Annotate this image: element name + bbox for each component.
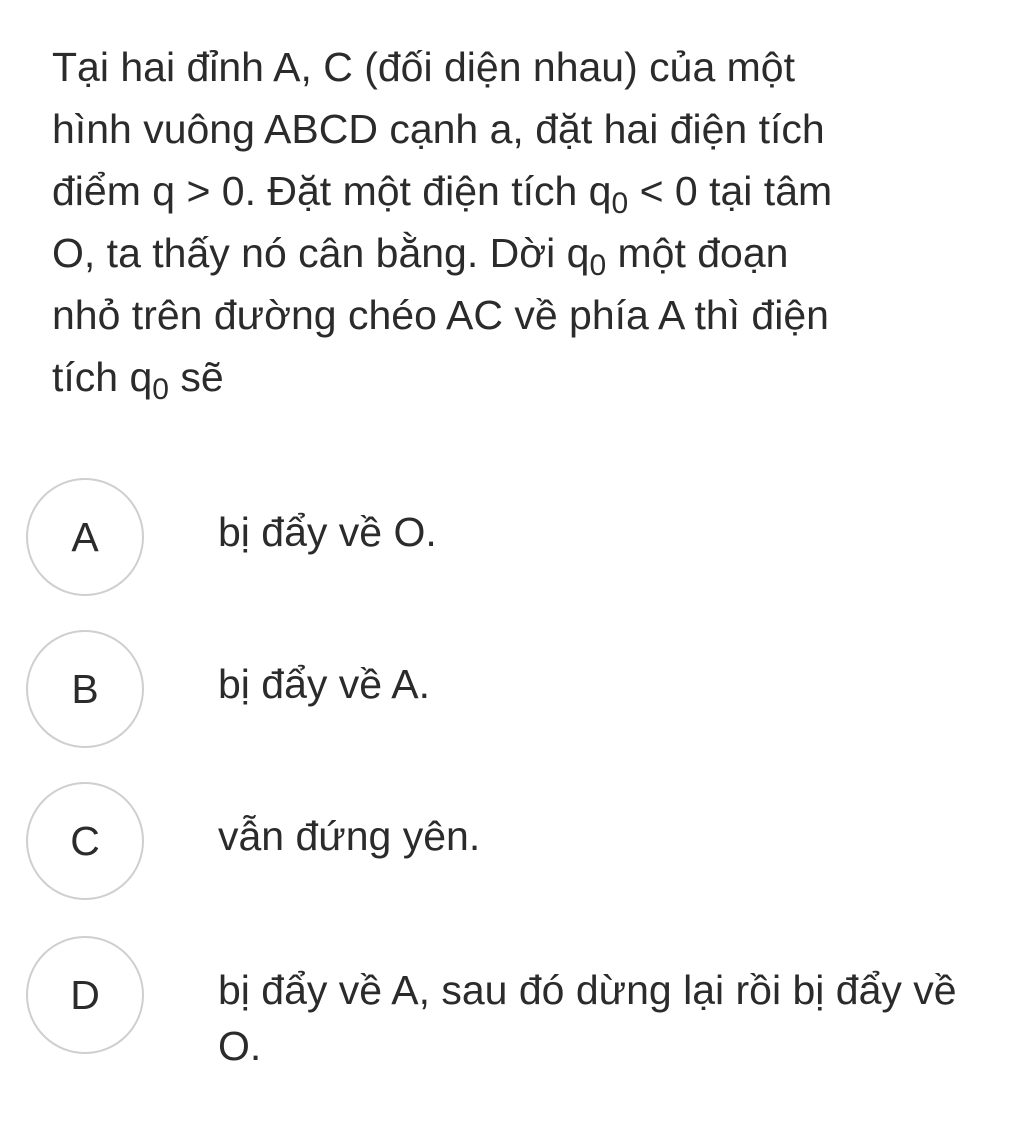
question-fragment: điểm q > 0. Đặt một điện tích q [52,168,612,214]
question-line: nhỏ trên đường chéo AC về phía A thì điện [52,292,829,338]
question-fragment: < 0 tại tâm [628,168,833,214]
option-text: bị đẩy về O. [218,509,437,555]
option-letter-bubble[interactable]: C [26,782,144,900]
question-line [52,346,992,408]
question-line: hình vuông ABCD cạnh a, đặt hai điện tích [52,106,825,152]
question-line [52,222,992,284]
subscript: 0 [152,373,169,406]
answer-option-d[interactable] [26,936,986,1069]
question-fragment: một đoạn [606,230,789,276]
question-line: Tại hai đỉnh A, C (đối diện nhau) của một [52,44,795,90]
question-fragment: O, ta thấy nó cân bằng. Dời q [52,230,590,276]
question-line [52,160,992,222]
option-text: bị đẩy về A. [218,661,430,707]
question-fragment: tích q [52,354,153,400]
answer-option-c[interactable] [26,782,986,900]
option-letter-bubble[interactable]: B [26,630,144,748]
option-text: vẫn đứng yên. [218,813,481,859]
option-letter-bubble[interactable]: D [26,936,144,1054]
option-text: bị đẩy về A, sau đó dừng lại rồi bị đẩy về O. [218,967,957,1069]
option-letter-bubble[interactable]: A [26,478,144,596]
question-fragment: sẽ [168,354,224,400]
subscript: 0 [611,187,629,220]
question-text [52,36,992,408]
answer-option-a[interactable] [26,478,986,596]
answer-option-b[interactable] [26,630,986,748]
subscript: 0 [589,249,607,282]
